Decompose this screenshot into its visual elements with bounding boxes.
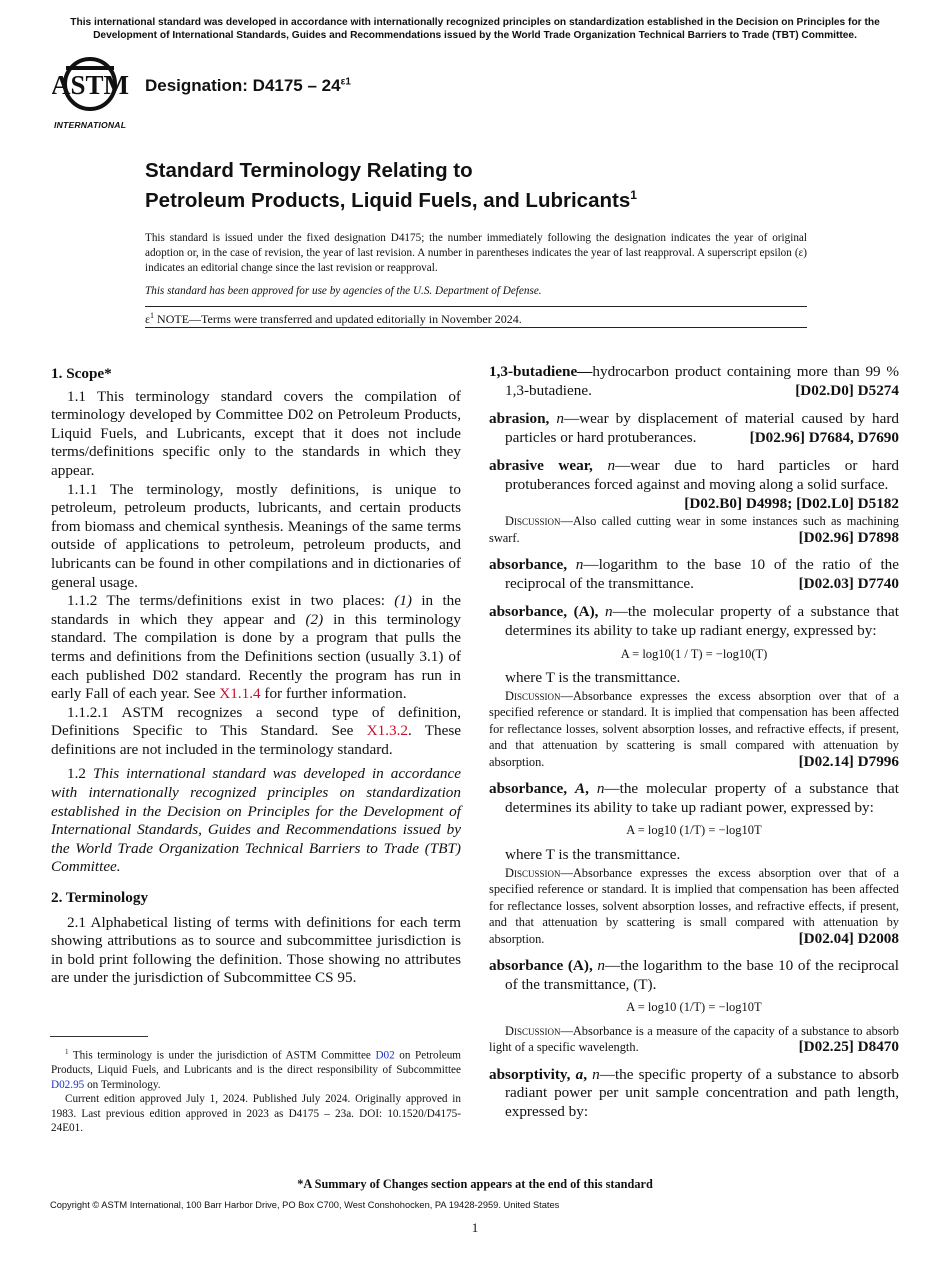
copyright: Copyright © ASTM International, 100 Barr Harbor Drive, PO Box C700, West Conshohocken, PA 19428-2959. United States: [50, 1200, 560, 1210]
astm-logo: [52, 54, 134, 132]
para-1-1-1: 1.1.1 The terminology, mostly definitions, is unique to petroleum, petroleum products, lubricants, and certain products from biomass and chemical synthesis. Meanings of the same terms outside of applications to petroleum, petroleum products, and lubricants can be found in other compilations and in dictionaries of general usage.: [51, 480, 461, 591]
title-footnote-ref: 1: [630, 188, 637, 202]
footnote-1: $^1$ This terminology is under the jurisdiction of ASTM Committee D02 on Petroleum Products, Liquid Fuels, and Lubricants and is the direct responsibility of Subcommittee D02.95 on Terminology.: [51, 1048, 461, 1091]
para-2-1: 2.1 Alphabetical listing of terms with definitions for each term showing attributions as to source and subcommittee jurisdiction is in bold print following the definition. Those showing no attributes are under the jurisdiction of Subcommittee CS 95.: [51, 913, 461, 987]
note-epsilon: ε: [145, 312, 151, 326]
link-x1-1-4[interactable]: X1.1.4: [219, 685, 261, 703]
logo-wordmark: INTERNATIONAL: [54, 120, 127, 130]
discussion-absorbance-4: Discussion—Absorbance is a measure of the capacity of a substance to absorb light of a specific wavelength. [D02.25] D8470: [489, 1023, 899, 1056]
wto-notice: This international standard was developed in accordance with internationally recognized principles on standardization established in the Decision on Principles for the Development of International Standards, Guides and Recommendations issued by the World Trade Organization Technical Barriers to Trade (TBT) Committee.: [70, 17, 880, 41]
term-absorbance-1: absorbance, n—logarithm to the base 10 of the ratio of the reciprocal of the transmittance. [D02.03] D7740: [489, 556, 899, 592]
designation: [145, 76, 351, 96]
term-absorbance-4: absorbance (A), n—the logarithm to the base 10 of the reciprocal of the transmittance, (T).: [489, 957, 899, 993]
link-x1-3-2[interactable]: X1.3.2: [366, 722, 408, 740]
summary-of-changes-note: *A Summary of Changes section appears at the end of this standard: [297, 1177, 653, 1191]
issuance-statement: This standard is issued under the fixed designation D4175; the number immediately following the designation indicates the year of original adoption or, in the case of revision, the year of last revision. A number in parentheses indicates the year of last reapproval. A superscript epsilon (ε) indicates an editorial change since the last revision or reapproval.: [145, 232, 807, 274]
note-text: NOTE—Terms were transferred and updated editorially in November 2024.: [154, 312, 522, 326]
discussion-absorbance-3: Discussion—Absorbance expresses the excess absorption over that of a specified reference or standard. It is implied that compensation has been affected for reflectance losses, solvent absorption losses, and refractive effects, if present, and that attenuation by scattering is small compared with attenuation by absorption. [D02.04] D2008: [489, 865, 899, 947]
discussion-absorbance-2: Discussion—Absorbance expresses the excess absorption over that of a specified reference or standard. It is implied that compensation has been affected for reflectance losses, solvent absorption losses, and refractive effects, if present, and that attenuation by scattering is small compared with attenuation by absorption. [D02.14] D7996: [489, 688, 899, 770]
term-absorbance-3: absorbance, A, n—the molecular property of a substance that determines its ability to take up radiant power, expressed by:: [489, 780, 900, 816]
page-title: [145, 158, 637, 213]
note-sup: 1: [150, 311, 155, 320]
page-number: 1: [471, 1220, 479, 1235]
link-d02[interactable]: D02: [375, 1049, 395, 1062]
where-absorbance-2: where T is the transmittance.: [505, 669, 681, 687]
para-1-1-2-1: 1.1.2.1 ASTM recognizes a second type of definition, Definitions Specific to This Standard. See X1.3.2. These definitions are not included in the terminology standard.: [51, 703, 461, 758]
para-1-2: 1.2 This international standard was developed in accordance with internationally recognized principles on standardization established in the Decision on Principles for the Development of International Standards, Guides and Recommendations issued by the World Trade Organization Technical Barriers to Trade (TBT) Committee.: [51, 765, 462, 876]
equation-absorbance-4: A = log10 (1/T) = −log10T: [626, 1000, 762, 1015]
para-1-1: 1.1 This terminology standard covers the compilation of terminology developed by Committee D02 on Petroleum Products, Liquid Fuels, and Lubricants, except that it does not include terms/definitions specific only to the standards in which they appear.: [51, 387, 461, 479]
svg-text:ASTM: ASTM: [52, 70, 130, 100]
title-line-2: Petroleum Products, Liquid Fuels, and Lubricants: [145, 188, 631, 212]
term-abrasion: abrasion, n—wear by displacement of material caused by hard particles or hard protuberances. [D02.96] D7684, D7690: [489, 410, 899, 446]
footnotes: [51, 1045, 461, 1136]
footnote-divider: [50, 1036, 148, 1037]
footnote-2: Current edition approved July 1, 2024. Published July 2024. Originally approved in 1983. Last previous edition approved in 2023 as D4175 – 23a. DOI: 10.1520/D4175-24E01.: [51, 1093, 461, 1135]
link-d02-95[interactable]: D02.95: [51, 1078, 85, 1091]
para-1-1-2: 1.1.2 The terms/definitions exist in two places: (1) in the standards in which they appear and (2) in this terminology standard. The compilation is done by a program that pulls the terms and definitions from the Definitions section (usually 3.1) of each published D02 standard. Recently the program has run in early Fall of each year. See X1.1.4 for further information.: [51, 592, 461, 703]
where-absorbance-3: where T is the transmittance.: [505, 846, 681, 863]
term-absorptivity: absorptivity, a, n—the specific property of a substance to absorb radiant power per unit sample concentration and path length, expressed by:: [489, 1065, 900, 1121]
left-column: [51, 365, 461, 988]
dod-approval: This standard has been approved for use by agencies of the U.S. Department of Defense.: [145, 285, 542, 297]
equation-absorbance-2: A = log10(1 / T) = −log10(T): [620, 646, 768, 661]
term-absorbance-2: absorbance, (A), n—the molecular property of a substance that determines its ability to take up radiant energy, expressed by:: [489, 603, 900, 639]
editorial-note: [145, 311, 522, 327]
discussion-abrasive-wear: Discussion—Also called cutting wear in some instances such as machining swarf. [D02.96] D7898: [489, 514, 899, 546]
equation-absorbance-3: A = log10 (1/T) = −log10T: [626, 823, 762, 838]
divider: [145, 327, 807, 328]
term-abrasive-wear: abrasive wear, n—wear due to hard particles or hard protuberances forced against and moving along a solid surface. [D02.B0] D4998; [D02.L0] D5182: [489, 457, 899, 512]
right-column: [489, 363, 899, 1122]
divider: [145, 306, 807, 307]
term-13-butadiene: 1,3-butadiene—hydrocarbon product containing more than 99 % 1,3-butadiene. [D02.D0] D5274: [489, 363, 899, 399]
designation-text: Designation: D4175 – 24: [145, 76, 341, 95]
title-line-1: Standard Terminology Relating to: [145, 159, 473, 182]
designation-sup: ε1: [340, 76, 351, 88]
section-2-heading: 2. Terminology: [51, 889, 149, 907]
section-1-heading: 1. Scope*: [51, 365, 112, 382]
